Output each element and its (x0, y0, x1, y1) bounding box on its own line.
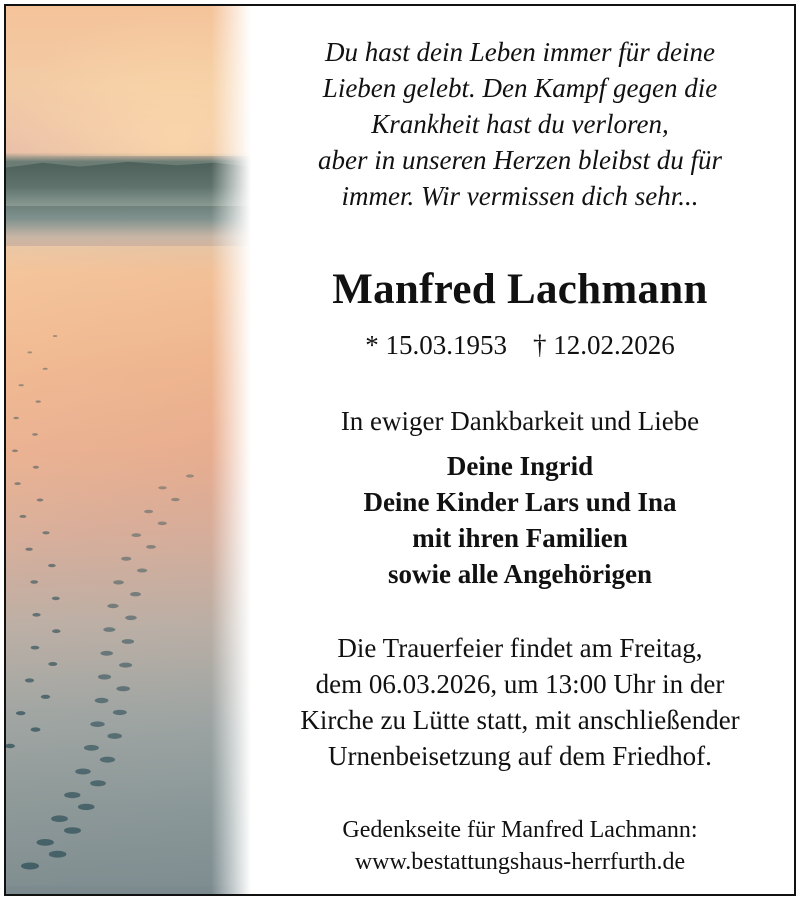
footprint (52, 629, 60, 633)
footprint (48, 564, 56, 567)
footprint (48, 662, 57, 666)
footprint (19, 384, 24, 386)
footprint (32, 613, 40, 617)
footprint (95, 698, 109, 703)
funeral-service-info (246, 630, 794, 774)
footprint (137, 569, 147, 573)
footprint (49, 851, 67, 858)
footprint (25, 678, 34, 682)
footprint (36, 400, 41, 402)
footprint (103, 627, 115, 632)
footprint (31, 646, 40, 650)
footprint (113, 710, 127, 715)
footprint (90, 780, 106, 786)
footprint (51, 815, 68, 822)
footprint (158, 522, 167, 526)
footprint (64, 792, 80, 798)
footprint (16, 711, 26, 715)
footprint (14, 482, 20, 485)
life-dates (246, 328, 794, 362)
footprint (42, 531, 49, 534)
poem-line: aber in unseren Herzen bleibst du für (318, 145, 722, 175)
mourner-line: Deine Ingrid (446, 451, 594, 481)
footprint (31, 727, 41, 731)
thanks-line: In ewiger Dankbarkeit und Liebe (340, 406, 700, 436)
footprint (113, 580, 124, 584)
footprint (158, 486, 166, 489)
footprint (186, 474, 194, 477)
notice-text (246, 6, 794, 894)
footprint (121, 557, 131, 561)
footprint (12, 450, 18, 453)
footprint (132, 533, 142, 537)
memorial-url[interactable]: www.bestattungshaus-herrfurth.de (354, 849, 686, 875)
photo-fade-edge (211, 6, 251, 894)
footprint (144, 510, 153, 514)
mourner-line: mit ihren Familien (412, 523, 628, 553)
obituary-notice (4, 4, 796, 896)
footprint (122, 639, 134, 644)
footprint (107, 733, 122, 739)
poem-line: Du hast dein Leben immer für deine (325, 37, 715, 67)
poem-line: Lieben gelebt. Den Kampf gegen die (322, 73, 718, 103)
footprint (116, 686, 130, 691)
mourner-line: sowie alle Angehörigen (388, 559, 652, 589)
footprint (53, 335, 58, 337)
footprint (64, 827, 81, 834)
service-line: Kirche zu Lütte statt, mit anschließender (300, 705, 740, 735)
service-line: Die Trauerfeier findet am Freitag, (337, 633, 703, 663)
footprint (37, 499, 44, 502)
memorial-label: Gedenkseite für Manfred Lachmann: (342, 817, 698, 843)
footprint (33, 466, 39, 469)
footprint (119, 663, 132, 668)
footprint (100, 651, 113, 656)
footprint (146, 545, 156, 549)
footprint (84, 745, 99, 751)
footprint (41, 695, 50, 699)
footprint (13, 417, 19, 419)
footprint (27, 351, 32, 353)
footprint (32, 433, 38, 436)
footprint (75, 769, 91, 775)
deceased-name: Manfred Lachmann (332, 266, 708, 313)
beach-photo (6, 6, 251, 894)
footprint (98, 674, 111, 679)
footprint (125, 616, 137, 621)
footprint (30, 580, 38, 583)
footprint (6, 744, 15, 748)
poem-line: immer. Wir vermissen dich sehr... (341, 181, 699, 211)
footprint (78, 804, 95, 810)
death-date: † 12.02.2026 (533, 330, 675, 360)
service-line: Urnenbeisetzung auf dem Friedhof. (328, 741, 712, 771)
memorial-poem (246, 34, 794, 214)
birth-date: * 15.03.1953 (365, 330, 507, 360)
poem-line: Krankheit hast du verloren, (371, 109, 669, 139)
footprint (100, 757, 115, 763)
footprint (19, 515, 26, 518)
footprint (52, 597, 60, 601)
service-line: dem 06.03.2026, um 13:00 Uhr in der (315, 669, 725, 699)
footprint (25, 548, 32, 551)
footprint (90, 721, 104, 727)
memorial-page-info (246, 814, 794, 878)
footprint (130, 592, 141, 596)
mourner-line: Deine Kinder Lars und Ina (363, 487, 677, 517)
footprint (107, 604, 118, 608)
footprint (37, 839, 54, 846)
footprint (43, 368, 48, 370)
footprint (171, 498, 180, 501)
footprint (21, 863, 39, 870)
mourners-list (246, 448, 794, 592)
